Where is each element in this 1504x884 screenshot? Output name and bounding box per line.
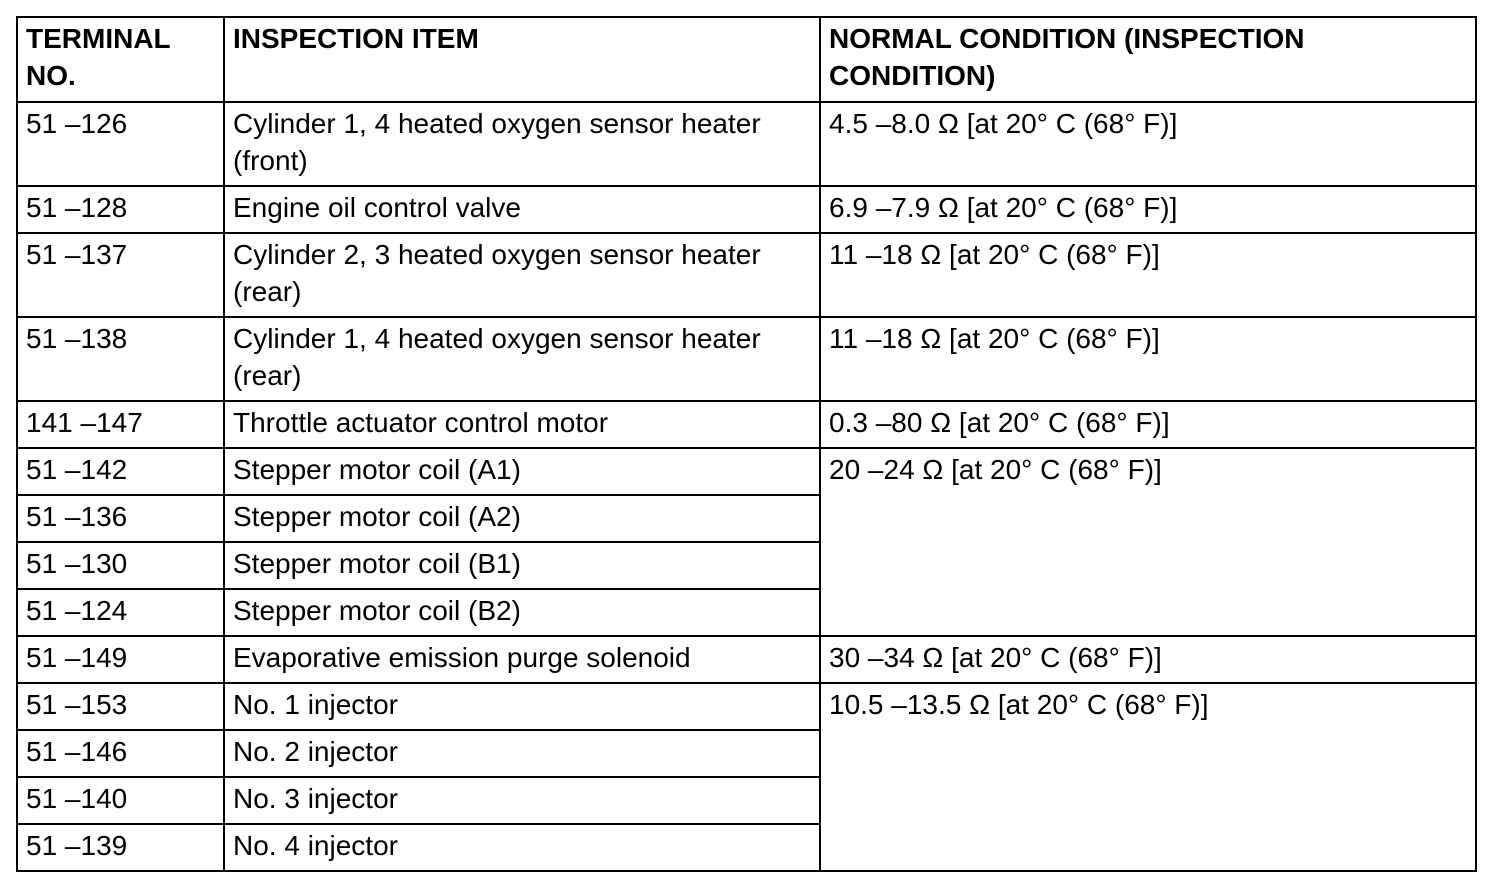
condition-cell: 10.5 –13.5 Ω [at 20° C (68° F)] xyxy=(820,683,1476,871)
condition-cell: 0.3 –80 Ω [at 20° C (68° F)] xyxy=(820,401,1476,448)
item-cell: Evaporative emission purge solenoid xyxy=(224,636,820,683)
table-row xyxy=(17,233,1476,317)
header-normal-condition: NORMAL CONDITION (INSPECTION CONDITION) xyxy=(820,17,1476,102)
table-row xyxy=(17,683,1476,730)
item-cell: Stepper motor coil (B2) xyxy=(224,589,820,636)
item-cell: Cylinder 2, 3 heated oxygen sensor heater (rear) xyxy=(224,233,820,317)
inspection-table xyxy=(16,16,1477,872)
item-cell: Stepper motor coil (A2) xyxy=(224,495,820,542)
item-cell: No. 2 injector xyxy=(224,730,820,777)
item-cell: No. 1 injector xyxy=(224,683,820,730)
item-cell: Throttle actuator control motor xyxy=(224,401,820,448)
header-terminal-no: TERMINAL NO. xyxy=(17,17,224,102)
terminal-cell: 51 –128 xyxy=(17,186,224,233)
terminal-cell: 51 –149 xyxy=(17,636,224,683)
condition-cell: 30 –34 Ω [at 20° C (68° F)] xyxy=(820,636,1476,683)
item-cell: Cylinder 1, 4 heated oxygen sensor heater (rear) xyxy=(224,317,820,401)
terminal-cell: 51 –130 xyxy=(17,542,224,589)
terminal-cell: 141 –147 xyxy=(17,401,224,448)
condition-cell: 4.5 –8.0 Ω [at 20° C (68° F)] xyxy=(820,102,1476,186)
table-row xyxy=(17,401,1476,448)
header-row xyxy=(17,17,1476,102)
item-cell: Engine oil control valve xyxy=(224,186,820,233)
item-cell: No. 3 injector xyxy=(224,777,820,824)
condition-cell: 11 –18 Ω [at 20° C (68° F)] xyxy=(820,317,1476,401)
item-cell: Stepper motor coil (A1) xyxy=(224,448,820,495)
table-row xyxy=(17,102,1476,186)
terminal-cell: 51 –138 xyxy=(17,317,224,401)
table-row xyxy=(17,317,1476,401)
terminal-cell: 51 –153 xyxy=(17,683,224,730)
terminal-cell: 51 –136 xyxy=(17,495,224,542)
table-row xyxy=(17,186,1476,233)
table-row xyxy=(17,636,1476,683)
terminal-cell: 51 –146 xyxy=(17,730,224,777)
item-cell: Cylinder 1, 4 heated oxygen sensor heater (front) xyxy=(224,102,820,186)
terminal-cell: 51 –124 xyxy=(17,589,224,636)
header-inspection-item: INSPECTION ITEM xyxy=(224,17,820,102)
condition-cell: 6.9 –7.9 Ω [at 20° C (68° F)] xyxy=(820,186,1476,233)
item-cell: No. 4 injector xyxy=(224,824,820,871)
terminal-cell: 51 –137 xyxy=(17,233,224,317)
terminal-cell: 51 –140 xyxy=(17,777,224,824)
terminal-cell: 51 –142 xyxy=(17,448,224,495)
item-cell: Stepper motor coil (B1) xyxy=(224,542,820,589)
terminal-cell: 51 –126 xyxy=(17,102,224,186)
condition-cell: 11 –18 Ω [at 20° C (68° F)] xyxy=(820,233,1476,317)
table-row xyxy=(17,448,1476,495)
condition-cell: 20 –24 Ω [at 20° C (68° F)] xyxy=(820,448,1476,636)
terminal-cell: 51 –139 xyxy=(17,824,224,871)
